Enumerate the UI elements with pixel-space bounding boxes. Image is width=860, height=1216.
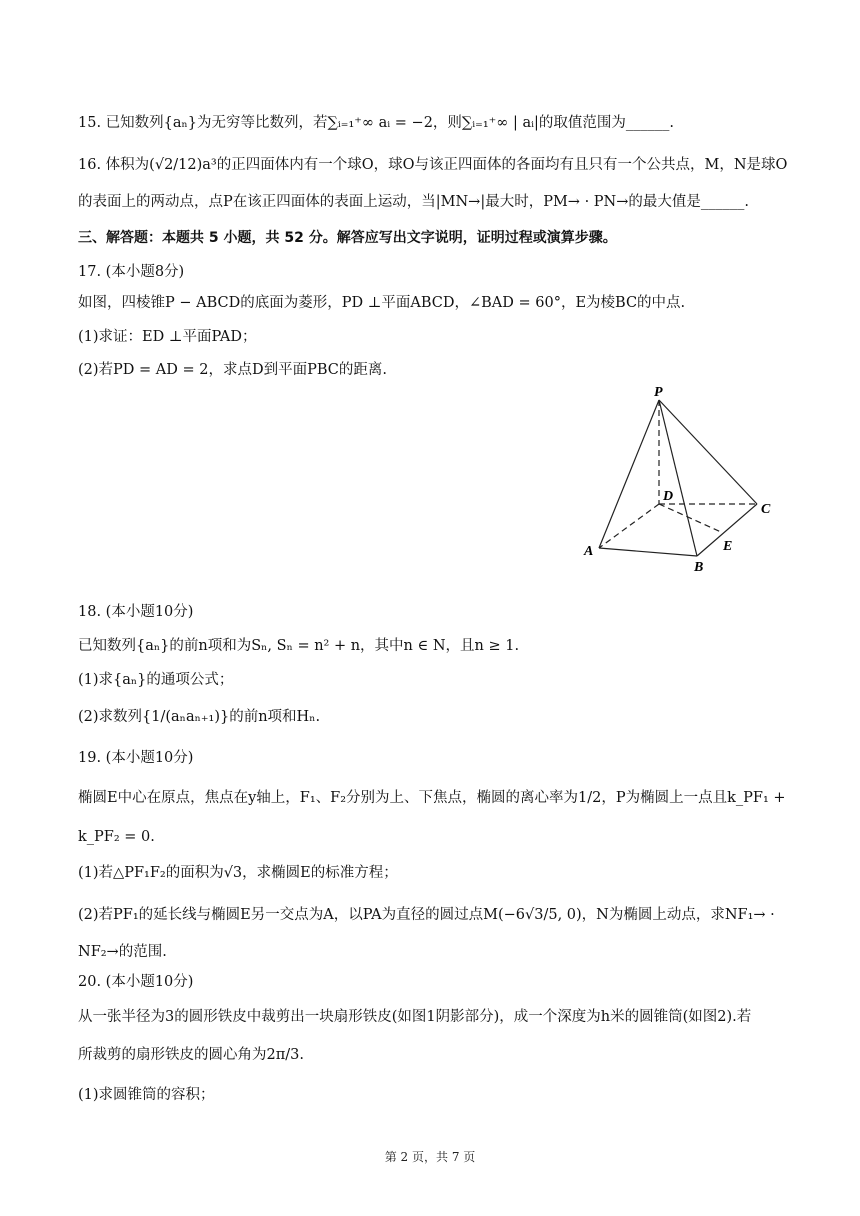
question-18-part1: (1)求{aₙ}的通项公式； [78,672,234,688]
question-19-stem-line2: k_PF₂ = 0. [78,829,155,845]
question-18-part2: (2)求数列{1/(aₙaₙ₊₁)}的前n项和Hₙ. [78,709,321,725]
question-17-part2: (2)若PD = AD = 2，求点D到平面PBC的距离. [78,362,387,378]
question-19-part2-line2: NF₂→的范围. [78,944,167,960]
question-19-part1: (1)若△PF₁F₂的面积为√3，求椭圆E的标准方程； [78,865,398,881]
question-18-heading: 18. (本小题10分) [78,604,194,620]
question-20-stem-line2: 所裁剪的扇形铁皮的圆心角为2π/3. [78,1047,304,1063]
vertex-label-A: A [584,544,594,559]
vertex-label-B: B [694,560,704,575]
question-17-stem: 如图，四棱锥P − ABCD的底面为菱形，PD ⊥平面ABCD，∠BAD = 60°，E为棱BC的中点. [78,295,686,311]
question-19-heading: 19. (本小题10分) [78,750,194,766]
question-20-heading: 20. (本小题10分) [78,974,194,990]
question-16-line1: 16. 体积为(√2/12)a³的正四面体内有一个球O，球O与该正四面体的各面均有且只有一个公共点，M，N是球O [78,157,788,173]
page-footer: 第 2 页，共 7 页 [384,1150,476,1164]
question-17-heading: 17. (本小题8分) [78,264,185,280]
question-19-stem-line1: 椭圆E中心在原点，焦点在y轴上，F₁、F₂分别为上、下焦点，椭圆的离心率为1/2，P为椭圆上一点且k_PF₁ + [78,790,786,806]
question-20-part1: (1)求圆锥筒的容积； [78,1087,215,1103]
question-18-stem: 已知数列{aₙ}的前n项和为Sₙ, Sₙ = n² + n，其中n ∈ N，且n ≥ 1. [78,638,520,654]
question-16-line2: 的表面上的两动点，点P在该正四面体的表面上运动，当|MN→|最大时，PM→ · PN→的最大值是______. [78,194,749,210]
question-19-part2-line1: (2)若PF₁的延长线与椭圆E另一交点为A，以PA为直径的圆过点M(−6√3/5, 0)，N为椭圆上动点，求NF₁→ · [78,907,775,923]
vertex-label-D: D [663,489,674,504]
question-20-stem-line1: 从一张半径为3的圆形铁皮中裁剪出一块扇形铁皮(如图1阴影部分)，成一个深度为h米的圆锥筒(如图2).若 [78,1009,752,1025]
question-17-part1: (1)求证：ED ⊥平面PAD； [78,329,257,345]
vertex-label-P: P [654,385,663,400]
section-3-heading: 三、解答题：本题共 5 小题，共 52 分。解答应写出文字说明，证明过程或演算步骤。 [78,230,617,246]
vertex-label-C: C [761,502,771,517]
question-15: 15. 已知数列{aₙ}为无穷等比数列，若∑ᵢ₌₁⁺∞ aᵢ = −2，则∑ᵢ₌₁⁺∞ | aᵢ|的取值范围为______. [78,115,675,131]
pyramid-figure [575,380,775,575]
vertex-label-E: E [723,539,733,554]
